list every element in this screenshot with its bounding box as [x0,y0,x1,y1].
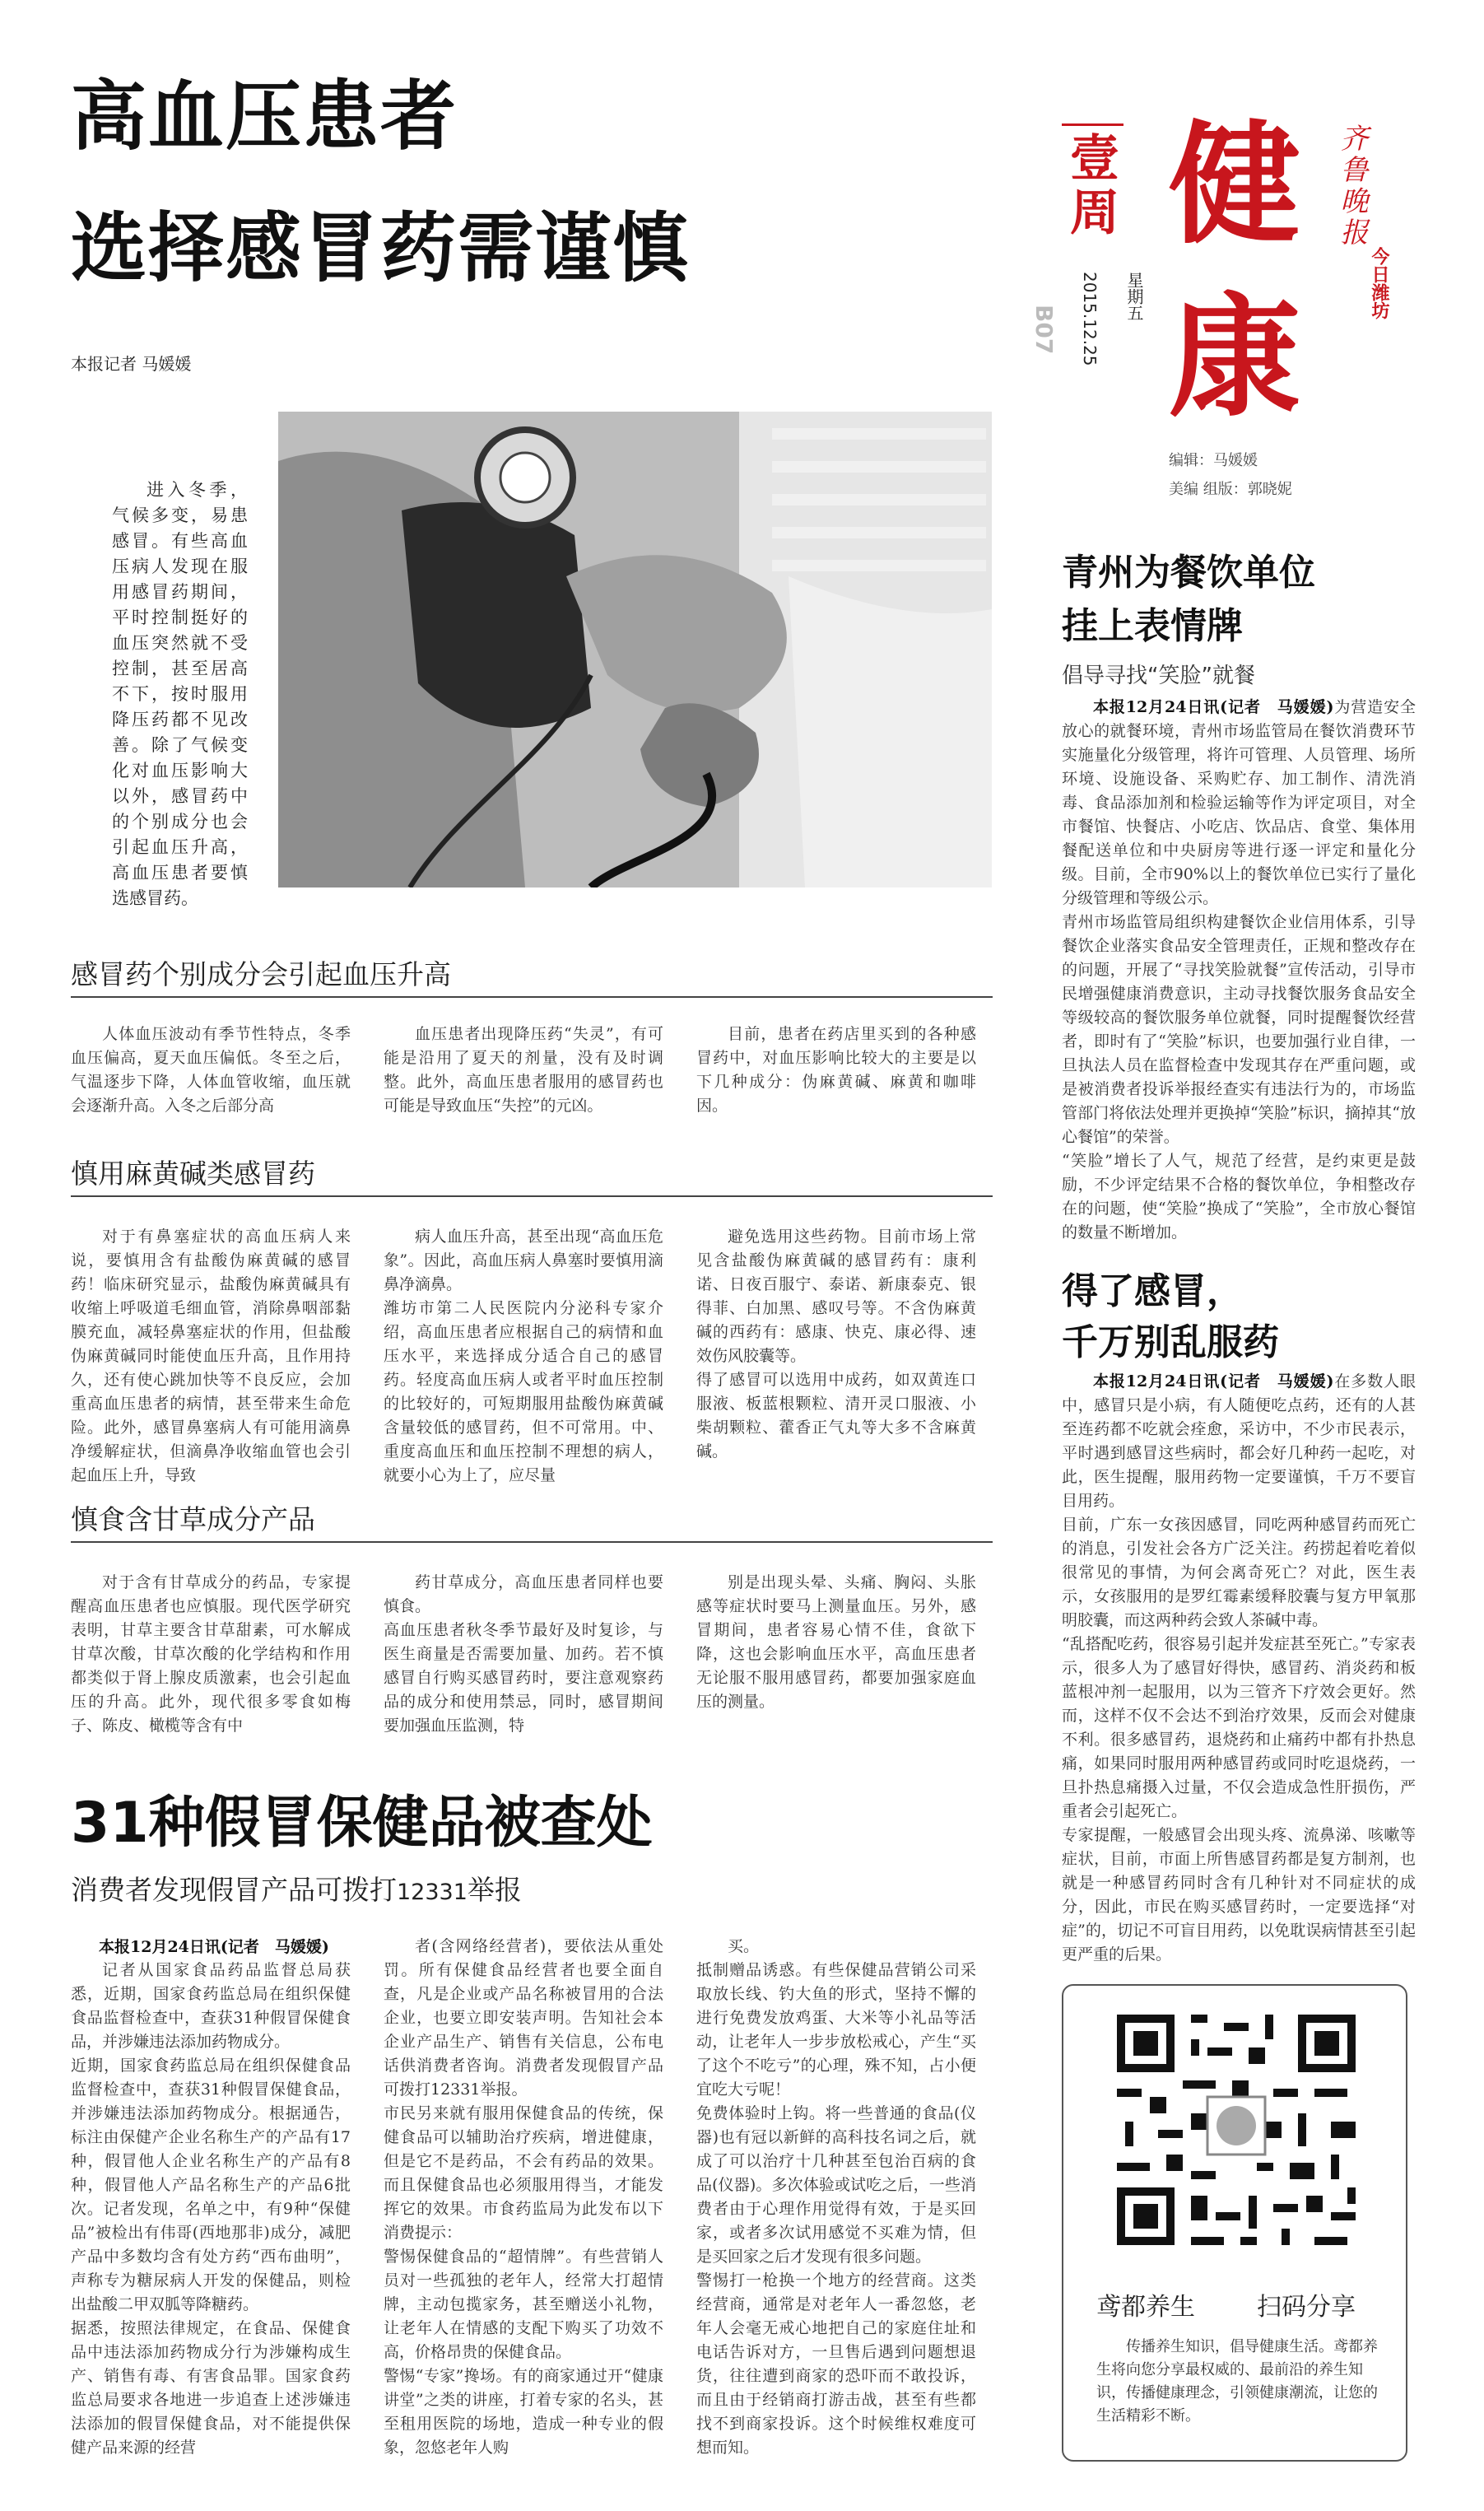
qr-description: 传播养生知识，倡导健康生活。鸢都养生将向您分享最权威的、最前沿的养生知识，传播健康理念，引领健康潮流，让您的生活精彩不断。 [1096,2338,1378,2425]
story-2-byline: 本报12月24日讯(记者 马媛媛) [99,1938,329,1956]
story-2-title: 31种假冒保健品被查处 [71,1791,653,1856]
weekly-label-text: 壹周 [1062,132,1119,240]
qr-code-icon[interactable] [1109,2006,1364,2253]
section-heading-2: 慎用麻黄碱类感冒药 [71,1158,315,1190]
story-2-subtitle [71,1869,522,1908]
section-heading-1: 感冒药个别成分会引起血压升高 [71,958,451,990]
blood-pressure-measurement-photo [278,412,992,887]
section-3-col-1: 对于含有甘草成分的药品，专家提醒高血压患者也应慎服。现代医学研究表明，甘草主要含甘草甜素，可水解成甘草次酸，甘草次酸的化学结构和作用都类似于肾上腺皮质激素，也会引起血压的升高。此外，现代很多零食如梅子、陈皮、橄榄等含有中 [71,1573,351,1735]
story-3-title-line-2: 挂上表情牌 [1062,605,1243,647]
brand-line-2: 今日潍坊 [1369,247,1389,319]
section-1-col-3: 目前，患者在药店里买到的各种感冒药中，对血压影响比较大的主要是以下几种成分：伪麻黄碱、麻黄和咖啡因。 [696,1025,976,1115]
qr-panel [1062,1984,1407,2462]
masthead-title-char-2: 康 [1169,281,1301,435]
section-2-col-2: 病人血压升高，甚至出现“高血压危象”。因此，高血压病人鼻塞时要慎用滴鼻净滴鼻。 潍坊市第二人民医院内分泌科专家介绍，高血压患者应根据自己的病情和血压水平，来选择成分适合自己的感冒药。轻度高血压病人或者平时血压控制的比较好的，可短期服用盐酸伪麻黄碱含量较低的感冒药，但不可常用。中、重度高血压和血压控制不理想的病人，就要小心为上了，应尽量 [384,1228,663,1484]
lead-title-line-1: 高血压患者 [71,72,458,161]
section-3-col-3: 别是出现头晕、头痛、胸闷、头胀感等症状时要马上测量血压。另外，感冒期间，患者容易心情不佳，食欲下降，这也会影响血压水平，高血压患者无论服不服用感冒药，都要加强家庭血压的测量。 [696,1573,976,1711]
story-3-title-line-1: 青州为餐饮单位 [1062,552,1315,594]
story-2-col-2: 者(含网络经营者)，要依法从重处罚。所有保健食品经营者也要全面自查，凡是企业或产品名称被冒用的合法企业，也要立即安装声明。告知社会本企业产品生产、销售有关信息，公布电话供消费者咨询。消费者发现假冒产品可拨打12331举报。 市民另来就有服用保健食品的传统，保健食品可以辅助治疗疾病，增进健康，但是它不是药品，不会有药品的效果。而且保健食品也必须服用得当，才能发挥它的效果。市食药监局为此发布以下消费提示： 警惕保健食品的“超情牌”。有些营销人员对一些孤独的老年人，经常大打超情牌，主动包揽家务，甚至赠送小礼物，让老年人在情感的支配下购买了功效不高，价格昂贵的保健食品。 警惕“专家”搀场。有的商家通过开“健康讲堂”之类的讲座，打着专家的名头，甚至租用医院的场地，造成一种专业的假象，忽悠老年人购 [384,1937,663,2457]
story-2-subtitle-prefix: 消费者发现假冒产品可拨打 [71,1874,397,1906]
story-2-subtitle-number: 12331 [397,1880,468,1905]
qr-title-right: 扫码分享 [1257,2293,1356,2322]
qr-code-graphic [1109,2006,1364,2253]
story-3-subtitle: 倡导寻找“笑脸”就餐 [1062,664,1255,688]
qr-title-left: 鸢都养生 [1096,2293,1195,2322]
section-1-col-2: 血压患者出现降压药“失灵”，有可能是沿用了夏天的剂量，没有及时调整。此外，高血压患者服用的感冒药也可能是导致血压“失控”的元凶。 [384,1025,663,1115]
section-2-col-3: 避免选用这些药物。目前市场上常见含盐酸伪麻黄碱的感冒药有：康利诺、日夜百服宁、泰诺、新康泰克、银得菲、白加黑、感叹号等。不含伪麻黄碱的西药有：感康、快克、康必得、速效伤风胶囊等。 得了感冒可以选用中成药，如双黄连口服液、板蓝根颗粒、清开灵口服液、小柴胡颗粒、藿香正气丸等大多不含麻黄碱。 [696,1228,976,1460]
story-3-body-text: 为营造安全放心的就餐环境，青州市场监管局在餐饮消费环节实施量化分级管理，将许可管理、人员管理、场所环境、设施设备、采购贮存、加工制作、清洗消毒、食品添加剂和检验运输等作为评定项目，对全市餐馆、快餐店、小吃店、饮品店、食堂、集体用餐配送单位和中央厨房等进行逐一评定和量化分级。目前，全市90%以上的餐饮单位已实行了量化分级管理和等级公示。 青州市场监管局组织构建餐饮企业信用体系，引导餐饮企业落实食品安全管理责任，正规和整改存在的问题，开展了“寻找笑脸就餐”宣传活动，引导市民增强健康消费意识，主动寻找餐饮服务食品安全等级较高的餐饮服务单位就餐，同时提醒餐饮经营者，即时有了“笑脸”标识，也要加强行业自律，一旦执法人员在监督检查中发现其存在严重问题，或是被消费者投诉举报经查实有违法行为的，市场监管部门将依法处理并更换掉“笑脸”标识，摘掉其“放心餐馆”的荣誉。 “笑脸”增长了人气，规范了经营，是约束更是鼓励，不少评定结果不合格的餐饮单位，争相整改存在的问题，使“笑脸”换成了“笑脸”，全市放心餐馆的数量不断增加。 [1062,698,1416,1242]
story-4-title-line-1: 得了感冒， [1062,1270,1243,1312]
brand-line-1: 齐鲁晚报 [1335,123,1368,249]
story-2-col-3: 买。 抵制赠品诱惑。有些保健品营销公司采取放长线、钓大鱼的形式，坚持不懈的进行免费发放鸡蛋、大米等小礼品等活动，让老年人一步步放松戒心，产生“买了这个不吃亏”的心理，殊不知，占小便宜吃大亏呢！ 免费体验时上钩。将一些普通的食品(仪器)也有冠以新鲜的高科技名词之后，就成了可以治疗十几种甚至包治百病的食品(仪器)。多次体验或试吃之后，一些消费者由于心理作用觉得有效，于是买回家，或者多次试用感觉不买难为情，但是买回家之后才发现有很多问题。 警惕打一枪换一个地方的经营商。这类经营商，通常是对老年人一番忽悠，老年人会毫无戒心地把自己的家庭住址和电话告诉对方，一旦售后遇到问题想退货，往往遭到商家的恐吓而不敢投诉，而且由于经销商打游击战，甚至有些都找不到商家投诉。这个时候维权难度可想而知。 [696,1937,976,2457]
masthead-title-char-1: 健 [1169,108,1301,262]
story-4-byline: 本报12月24日讯(记者 马媛媛) [1093,1372,1334,1391]
masthead-red-rule [1062,123,1123,126]
story-4-title-line-2: 千万别乱服药 [1062,1321,1279,1363]
section-rule-2 [71,1195,993,1197]
story-3-body [1062,696,1416,1245]
editor-credit: 编辑：马媛媛 [1169,452,1258,469]
story-4-body-text: 在多数人眼中，感冒只是小病，有人随便吃点药，还有的人甚至连药都不吃就会痊愈，采访中，不少市民表示，平时遇到感冒这些病时，都会好几种药一起吃，对此，医生提醒，服用药物一定要谨慎，千万不要盲目用药。 目前，广东一女孩因感冒，同吃两种感冒药而死亡的消息，引发社会各方广泛关注。药捞起着吃着似很常见的事情，为何会离奇死亡？对此，医生表示，女孩服用的是罗红霉素缓释胶囊与复方甲氧那明胶囊，而这两种药会致人茶碱中毒。 “乱搭配吃药，很容易引起并发症甚至死亡。”专家表示，很多人为了感冒好得快，感冒药、消炎药和板蓝根冲剂一起服用，以为三管齐下疗效会更好。然而，这样不仅不会达不到治疗效果，反而会对健康不利。很多感冒药，退烧药和止痛药中都有扑热息痛，如果同时服用两种感冒药或同时吃退烧药，一旦扑热息痛摄入过量，不仅会造成急性肝损伤，严重者会引起死亡。 专家提醒，一般感冒会出现头疼、流鼻涕、咳嗽等症状，目前，市面上所售感冒药都是复方制剂，也就是一种感冒药同时含有几种针对不同症状的成分，因此，市民在购买感冒药时，一定要选择“对症”的，切记不可盲目用药，以免耽误病情甚至引起更严重的后果。 [1062,1372,1416,1964]
story-3-byline: 本报12月24日讯(记者 马媛媛) [1093,698,1334,716]
photo-illustration [278,412,992,887]
section-rule-3 [71,1541,993,1543]
issue-date: 2015.12.25 [1080,272,1100,366]
page-number: B07 [1030,305,1058,355]
section-2-col-1: 对于有鼻塞症状的高血压病人来说，要慎用含有盐酸伪麻黄碱的感冒药！临床研究显示，盐酸伪麻黄碱具有收缩上呼吸道毛细血管，消除鼻咽部黏膜充血，减轻鼻塞症状的作用，但盐酸伪麻黄碱同时能使血压升高，且作用持久，还有使心跳加快等不良反应，会加重高血压患者的病情，甚至带来生命危险。此外，感冒鼻塞病人有可能用滴鼻净缓解症状，但滴鼻净收缩血管也会引起血压上升，导致 [71,1228,351,1484]
lead-title-line-2: 选择感冒药需谨慎 [71,204,691,292]
designer-credit: 美编 组版：郭晓妮 [1169,481,1292,498]
story-2-col-1: 记者从国家食品药品监督总局获悉，近期，国家食药监总局在组织保健食品监督检查中，查获31种假冒保健食品，并涉嫌违法添加药物成分。 近期，国家食药监总局在组织保健食品监督检查中，查获31种假冒保健食品，并涉嫌违法添加药物成分。根据通告，标注由保健产企业名称生产的产品有17种，假冒他人企业名称生产的产品有8种，假冒他人产品名称生产的产品6批次。记者发现，名单之中，有9种“保健品”被检出有伟哥(西地那非)成分，减肥产品中多数均含有处方药“西布曲明”，声称专为糖尿病人开发的保健品，则检出盐酸二甲双胍等降糖药。 据悉，按照法律规定，在食品、保健食品中违法添加药物成分行为涉嫌构成生产、销售有毒、有害食品罪。国家食药监总局要求各地进一步追查上述涉嫌违法添加的假冒保健食品，对不能提供保健产品来源的经营 [71,1961,351,2457]
section-3-col-2: 药甘草成分，高血压患者同样也要慎食。 高血压患者秋冬季节最好及时复诊，与医生商量是否需要加量、加药。若不慎感冒自行购买感冒药时，要注意观察药品的成分和使用禁忌，同时，感冒期间要加强血压监测，特 [384,1573,663,1735]
story-2-subtitle-suffix: 举报 [467,1874,522,1906]
section-1-col-1: 人体血压波动有季节性特点，冬季血压偏高，夏天血压偏低。冬至之后，气温逐步下降，人体血管收缩，血压就会逐渐升高。入冬之后部分高 [71,1025,351,1115]
lead-intro: 进入冬季，气候多变，易患感冒。有些高血压病人发现在服用感冒药期间，平时控制挺好的血压突然就不受控制，甚至居高不下，按时服用降压药都不见改善。除了气候变化对血压影响大以外，感冒药中的个别成分也会引起血压升高，高血压患者要慎选感冒药。 [112,480,248,908]
weekly-label [1062,132,1119,253]
section-heading-3: 慎食含甘草成分产品 [71,1503,315,1535]
story-4-body [1062,1370,1416,1967]
weekday: 星期五 [1124,272,1144,321]
lead-byline: 本报记者 马媛媛 [71,354,192,374]
section-rule-1 [71,996,993,998]
